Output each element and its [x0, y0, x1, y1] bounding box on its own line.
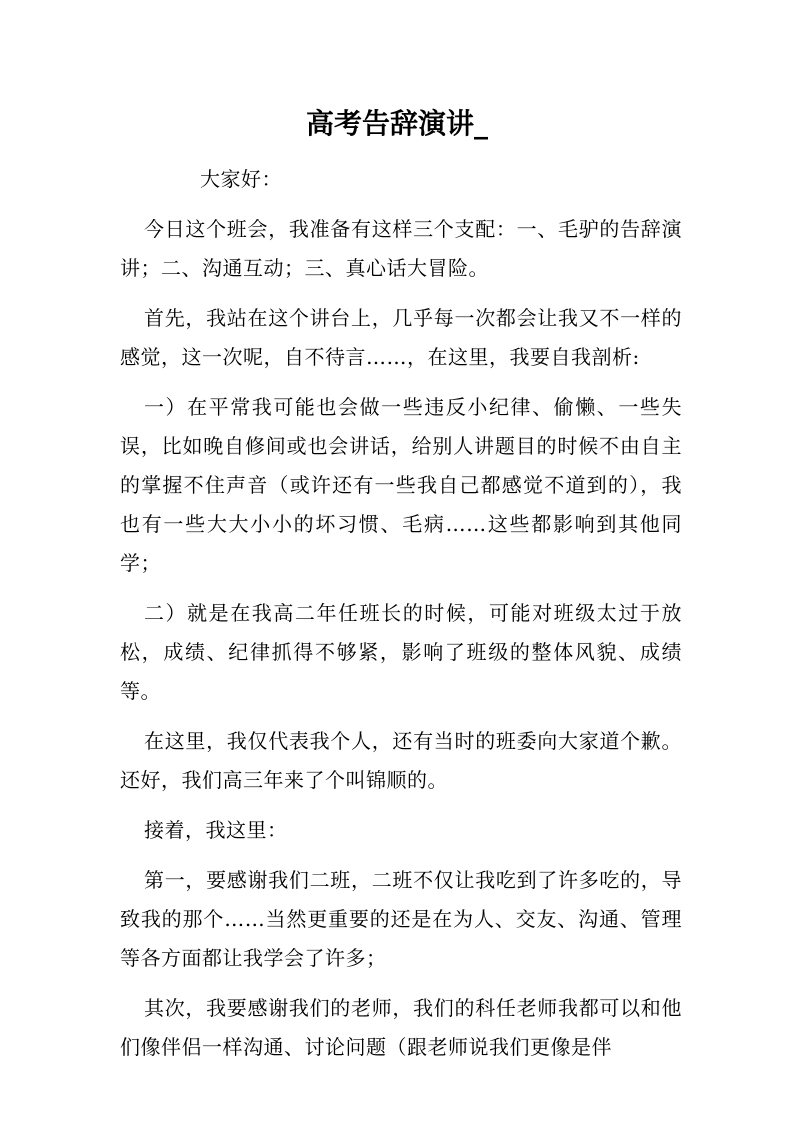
paragraph: 二）就是在我高二年任班长的时候，可能对班级太过于放松，成绩、纪律抓得不够紧，影响了班级的整体风貌、成绩等。	[120, 601, 682, 703]
document-body	[120, 160, 682, 1078]
paragraph: 接着，我这里：	[144, 818, 288, 842]
paragraph: 今日这个班会，我准备有这样三个支配：一、毛驴的告辞演讲；二、沟通互动；三、真心话大冒险。	[120, 217, 682, 280]
paragraph: 一）在平常我可能也会做一些违反小纪律、偷懒、一些失误，比如晚自修间或也会讲话，给别人讲题目的时候不由自主的掌握不住声音（或许还有一些我自己都感觉不道到的），我也有一些大大小小的坏习惯、毛病……这些都影响到其他同学；	[120, 395, 682, 575]
paragraph: 第一，要感谢我们二班，二班不仅让我吃到了许多吃的，导致我的那个……当然更重要的还是在为人、交友、沟通、管理等各方面都让我学会了许多；	[120, 868, 682, 970]
document-title: 高考告辞演讲_	[305, 107, 488, 140]
paragraph: 首先，我站在这个讲台上，几乎每一次都会让我又不一样的感觉，这一次呢，自不待言……，在这里，我要自我剖析:	[120, 306, 682, 369]
paragraph: 其次，我要感谢我们的老师，我们的科任老师我都可以和他们像伴侣一样沟通、讨论问题（跟老师说我们更像是伴	[120, 996, 682, 1059]
greeting-line: 大家好：	[200, 167, 282, 191]
paragraph: 在这里，我仅代表我个人，还有当时的班委向大家道个歉。还好，我们高三年来了个叫锦顺的。	[120, 729, 682, 792]
